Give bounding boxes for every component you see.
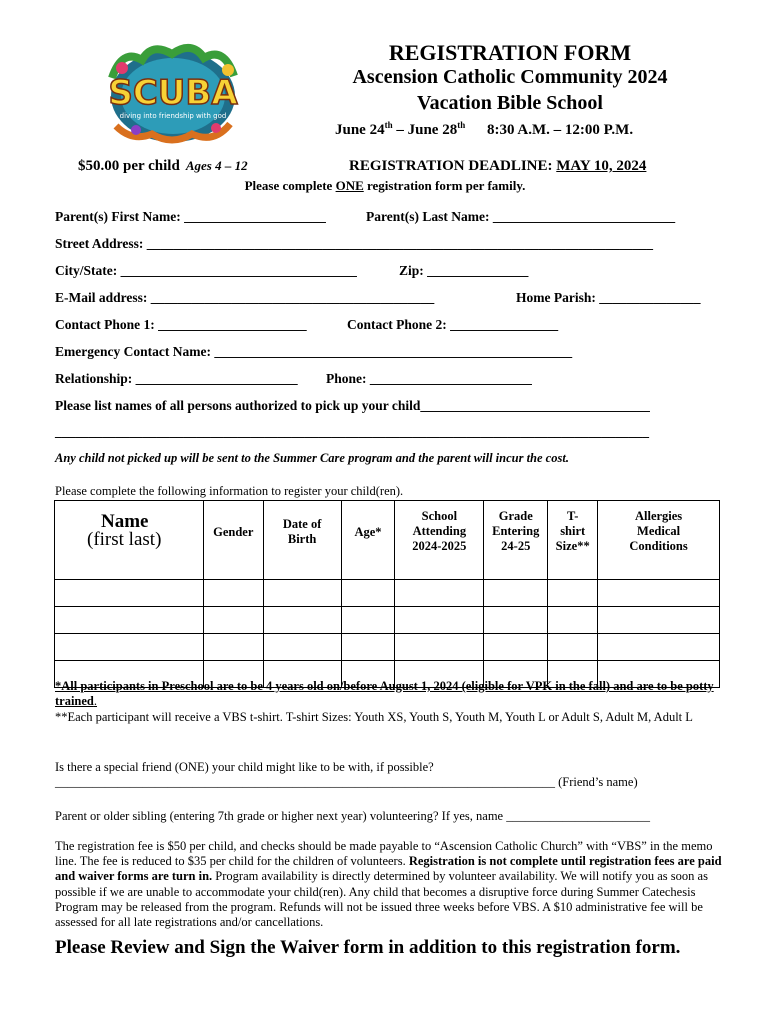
parent-first-name-field[interactable]: Parent(s) First Name: _____________________ (55, 209, 326, 224)
col-age (341, 501, 395, 580)
pickup-persons-line-2[interactable]: ________________________________________________________________________________________ (55, 424, 649, 439)
cell-tshirt[interactable] (548, 634, 598, 661)
table-row (55, 580, 720, 607)
col-name (55, 501, 204, 580)
cell-gender[interactable] (203, 634, 263, 661)
waiver-reminder: Please Review and Sign the Waiver form in addition to this registration form. (55, 937, 681, 958)
program-time: 8:30 A.M. – 12:00 P.M. (486, 122, 634, 138)
table-intro: Please complete the following information to register your child(ren). (55, 484, 404, 498)
pickup-notice: Any child not picked up will be sent to the Summer Care program and the parent will incur the cost. (55, 451, 569, 465)
fee-policy-bold: Registration is not complete until registration fees are paid and waiver forms are turn in. (55, 854, 722, 884)
cell-allergies[interactable] (598, 607, 720, 634)
one-form-post: registration form per family. (363, 178, 526, 193)
col-allergies-line1: Allergies (634, 509, 683, 523)
phone-field[interactable]: Phone: ________________________ (326, 371, 532, 386)
fee-policy-part2: Program availability is directly determined by volunteer availability. We will notify you as soon as possible if we are unable to accommodate your child(ren). Any child that becomes a disruptive force during Summer Catechesis Program may be released from the program. Refunds will not be issued three weeks before VBS. A $10 administrative fee will be assessed for all late registrations and/or cancellations. (55, 869, 708, 930)
date-start-suffix: th (384, 120, 393, 130)
fee-line (78, 158, 248, 175)
cell-name[interactable] (55, 634, 204, 661)
city-state-field[interactable]: City/State: ___________________________________ (55, 263, 357, 278)
one-form-note (0, 178, 770, 194)
col-gender-label: Gender (213, 525, 254, 539)
col-school-line1: School (421, 509, 458, 523)
cell-dob[interactable] (263, 607, 341, 634)
program-dates (335, 120, 633, 139)
cell-allergies[interactable] (598, 634, 720, 661)
col-allergies-line2: Medical (637, 524, 681, 538)
cell-school[interactable] (395, 634, 484, 661)
cell-school[interactable] (395, 607, 484, 634)
volunteer-field[interactable]: Parent or older sibling (entering 7th grade or higher next year) volunteering? If yes, name _______________________ (55, 809, 650, 823)
parent-last-name-field[interactable]: Parent(s) Last Name: ___________________________ (366, 209, 676, 224)
age-requirement-text: *All participants in Preschool are to be 4 years old on/before August 1, 2024 (eligible for VPK in the fall) and are to be potty trained (55, 679, 714, 708)
cell-name[interactable] (55, 580, 204, 607)
col-grade-line1: Grade (498, 509, 533, 523)
col-tshirt-line1: T- (567, 509, 579, 523)
logo-subtext: diving into friendship with god (119, 112, 227, 120)
relationship-field[interactable]: Relationship: ________________________ (55, 371, 298, 386)
home-parish-field[interactable]: Home Parish: _______________ (516, 290, 701, 305)
col-name-line1: Name (101, 511, 149, 532)
col-gender (203, 501, 263, 580)
cell-age[interactable] (341, 580, 395, 607)
age-requirement-note: *All participants in Preschool are to be 4 years old on/before August 1, 2024 (eligible for VPK in the fall) and are to be potty trained. (55, 679, 714, 708)
cell-school[interactable] (395, 580, 484, 607)
col-tshirt-line3: Size** (555, 539, 590, 553)
date-end-suffix: th (457, 120, 466, 130)
col-grade-line2: Entering (492, 524, 540, 538)
cell-grade[interactable] (484, 634, 548, 661)
col-tshirt-line2: shirt (560, 524, 586, 538)
friend-name-field[interactable]: ________________________________________________________________________________ (Friend’s name) (55, 775, 638, 789)
friend-question: Is there a special friend (ONE) your child might like to be with, if possible? (55, 760, 434, 774)
cell-grade[interactable] (484, 607, 548, 634)
deadline-date: MAY 10, 2024 (556, 158, 647, 174)
cell-name[interactable] (55, 607, 204, 634)
street-address-field[interactable]: Street Address: ___________________________________________________________________________ (55, 236, 653, 251)
deadline-label: REGISTRATION DEADLINE: (349, 158, 557, 174)
col-dob (263, 501, 341, 580)
one-form-one: ONE (335, 178, 364, 193)
contact-phone-1-field[interactable]: Contact Phone 1: ______________________ (55, 317, 307, 332)
cell-dob[interactable] (263, 580, 341, 607)
cell-allergies[interactable] (598, 580, 720, 607)
cell-gender[interactable] (203, 607, 263, 634)
table-header-row (55, 501, 720, 580)
table-row (55, 634, 720, 661)
form-title: REGISTRATION FORM (388, 40, 632, 65)
community-title: Ascension Catholic Community 2024 (352, 66, 668, 88)
col-school (395, 501, 484, 580)
cell-grade[interactable] (484, 580, 548, 607)
registration-deadline (349, 158, 646, 175)
pickup-persons-field[interactable]: Please list names of all persons authorized to pick up your child__________________________________ (55, 398, 650, 413)
zip-field[interactable]: Zip: _______________ (399, 263, 529, 278)
email-field[interactable]: E-Mail address: __________________________________________ (55, 290, 435, 305)
table-row (55, 607, 720, 634)
date-end: – June 28 (392, 122, 458, 138)
fee-policy (55, 839, 730, 930)
col-grade-line3: 24-25 (501, 539, 531, 553)
logo-text: SCUBA (108, 73, 238, 113)
col-school-line2: Attending (412, 524, 467, 538)
scuba-logo (92, 38, 254, 148)
cell-dob[interactable] (263, 634, 341, 661)
col-age-label: Age* (354, 525, 382, 539)
contact-phone-2-field[interactable]: Contact Phone 2: ________________ (347, 317, 559, 332)
cell-tshirt[interactable] (548, 580, 598, 607)
cell-age[interactable] (341, 634, 395, 661)
fee-policy-part1: The registration fee is $50 per child, and checks should be made payable to “Ascension Catholic Church” with “VBS” in the memo line. The fee is reduced to $35 per child for the children of volunteers. (55, 839, 713, 869)
program-title: Vacation Bible School (417, 92, 603, 114)
col-school-line3: 2024-2025 (412, 539, 467, 553)
cell-age[interactable] (341, 607, 395, 634)
col-dob-line1: Date of (282, 517, 322, 531)
col-name-line2: (first last) (87, 529, 162, 550)
fee-ages: Ages 4 – 12 (185, 158, 248, 173)
cell-tshirt[interactable] (548, 607, 598, 634)
col-tshirt (548, 501, 598, 580)
date-start: June 24 (335, 122, 385, 138)
col-dob-line2: Birth (287, 532, 317, 546)
child-registration-table (54, 500, 720, 688)
col-allergies-line3: Conditions (629, 539, 688, 553)
col-grade (484, 501, 548, 580)
col-allergies (598, 501, 720, 580)
one-form-pre: Please complete (244, 178, 336, 193)
fee-price: $50.00 per child (78, 158, 180, 174)
cell-gender[interactable] (203, 580, 263, 607)
tshirt-note: **Each participant will receive a VBS t-shirt. T-shirt Sizes: Youth XS, Youth S, Youth M, Youth L or Adult S, Adult M, Adult L (55, 710, 693, 724)
emergency-contact-field[interactable]: Emergency Contact Name: _____________________________________________________ (55, 344, 573, 359)
